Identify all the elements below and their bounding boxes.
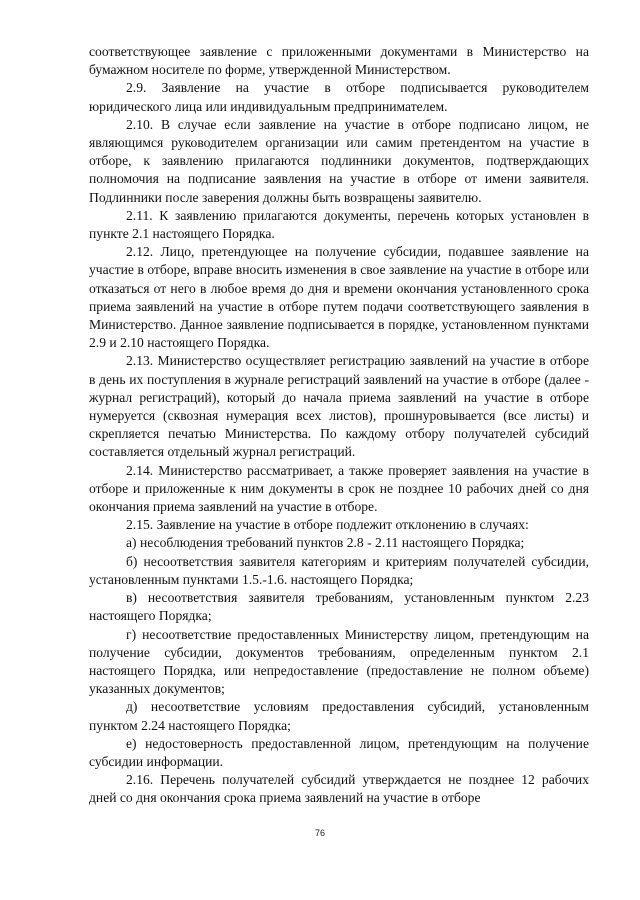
paragraph-2-16: 2.16. Перечень получателей субсидий утверждается не позднее 12 рабочих дней со дня окончания срока приема заявлений на участие в отборе [89,772,589,806]
paragraph-2-12: 2.12. Лицо, претендующее на получение субсидии, подавшее заявление на участие в отборе, вправе вносить изменения в свое заявление на участие в отборе или отказаться от него в любое время до дня и времени окончания установленного срока приема заявлений на участие в отборе путем подачи соответствующего заявления в Министерство. Данное заявление подписывается в порядке, установленном пунктами 2.9 и 2.10 настоящего Порядка. [89,244,589,351]
paragraph-2-9: 2.9. Заявление на участие в отборе подписывается руководителем юридического лица или индивидуальным предпринимателем. [89,80,589,114]
paragraph-2-10: 2.10. В случае если заявление на участие в отборе подписано лицом, не являющимся руководителем организации или самим претендентом на участие в отборе, к заявлению прилагаются подлинники документов, подтверждающих полномочия на подписание заявления на участие в отборе от имени заявителя. Подлинники после заверения должны быть возвращены заявителю. [89,116,589,205]
paragraph-2-11: 2.11. К заявлению прилагаются документы, перечень которых установлен в пункте 2.1 настоящего Порядка. [89,207,589,242]
paragraph-2-15: 2.15. Заявление на участие в отборе подлежит отклонению в случаях: [126,517,529,533]
list-item-v: в) несоответствия заявителя требованиям, установленным пунктом 2.23 настоящего Порядка; [89,590,589,624]
paragraph-2-13: 2.13. Министерство осуществляет регистрацию заявлений на участие в отборе в день их поступления в журнале регистраций заявлений на участие в отборе (далее - журнал регистраций), который до начала приема заявлений на участие в отборе нумеруется (сквозная нумерация всех листов), прошнуровывается (все листы) и скрепляется печатью Министерства. По каждому отбору получателей субсидий составляется отдельный журнал регистраций. [89,353,589,460]
list-item-b: б) несоответствия заявителя категориям и критериям получателей субсидии, установленным пунктами 1.5.-1.6. настоящего Порядка; [89,553,589,587]
paragraph-2-14: 2.14. Министерство рассматривает, а также проверяет заявления на участие в отборе и приложенные к ним документы в срок не позднее 10 рабочих дней со дня окончания приема заявлений на участие в отборе. [89,462,589,515]
list-item-e: е) недостоверность предоставленной лицом, претендующим на получение субсидии информации. [89,735,589,769]
list-item-g: г) несоответствие предоставленных Министерству лицом, претендующим на получение субсидии, документов требованиям, определенным пунктом 2.1 настоящего Порядка, или непредоставление (предоставление не полном объеме) указанных документов; [89,626,589,697]
list-item-d: д) несоответствие условиям предоставления субсидий, установленным пунктом 2.24 настоящего Порядка; [89,699,589,733]
page-number: 76 [314,828,325,838]
document-page [89,43,589,808]
list-item-a: а) несоблюдения требований пунктов 2.8 - 2.11 настоящего Порядка; [126,535,525,551]
paragraph-continuation: соответствующее заявление с приложенными документами в Министерство на бумажном носителе по форме, утвержденной Министерством. [89,44,589,78]
